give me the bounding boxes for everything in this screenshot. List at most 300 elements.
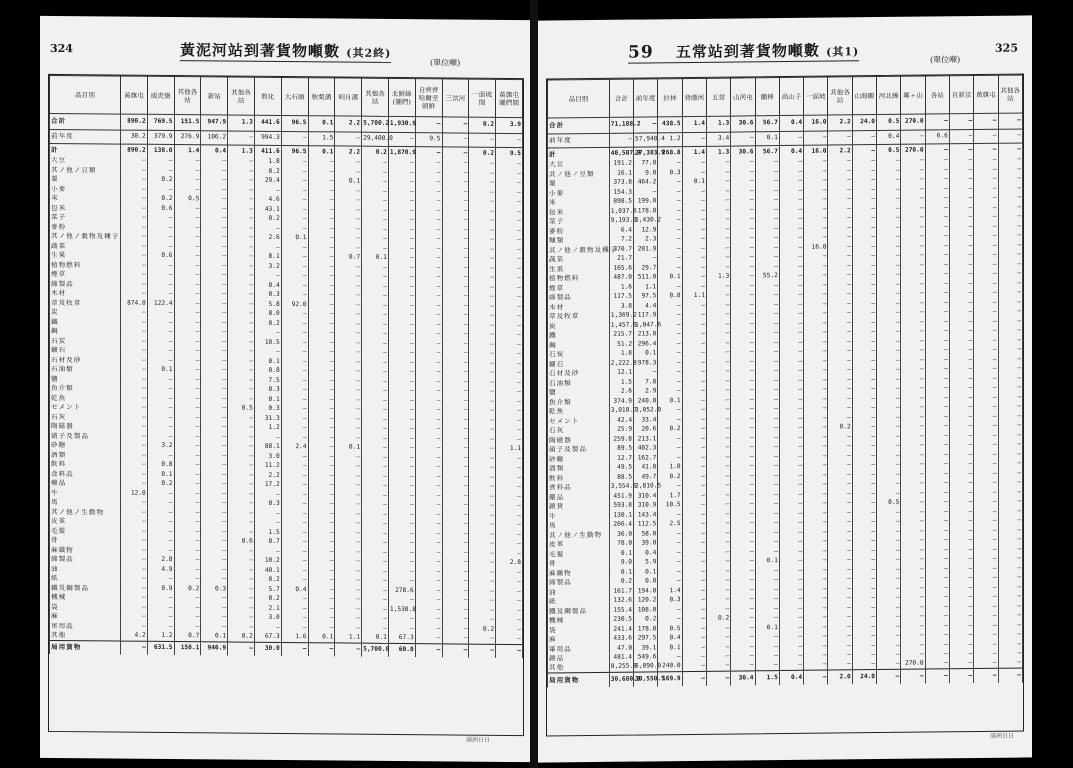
cell-value: — — [120, 308, 147, 318]
cell-value: — — [388, 132, 415, 146]
cell-value: — — [442, 147, 469, 159]
cell-value: — — [804, 442, 828, 452]
cell-value: — — [442, 330, 469, 340]
cell-value: — — [998, 526, 1023, 536]
cell-value: 130.1 — [609, 511, 633, 521]
row-label: 其ノ他ノ穀物及種子 — [549, 245, 618, 254]
cell-value: — — [877, 185, 901, 195]
cell-value: — — [877, 175, 901, 185]
cell-value: — — [731, 519, 755, 529]
cell-value: — — [901, 631, 925, 641]
cell-value: 2.4 — [281, 442, 308, 452]
cell-value: — — [362, 320, 389, 330]
cell-value: — — [852, 166, 876, 176]
cell-value: — — [388, 367, 415, 377]
cell-value: — — [706, 348, 730, 358]
cell-value: — — [388, 168, 415, 178]
cell-value: — — [877, 280, 901, 290]
cell-value: — — [442, 311, 469, 321]
cell-value: — — [949, 213, 973, 223]
cell-value: — — [442, 263, 469, 273]
cell-value: — — [682, 206, 706, 216]
row-label: 乾魚 — [548, 406, 610, 416]
cell-value: — — [469, 349, 496, 359]
cell-value: 7.5 — [254, 376, 281, 386]
cell-value: — — [120, 460, 147, 470]
cell-value: — — [974, 545, 998, 555]
cell-value: 230.5 — [609, 615, 633, 625]
cell-value: — — [755, 661, 779, 671]
row-label: 飲料 — [50, 459, 121, 469]
cell-value: — — [828, 432, 852, 442]
cell-value: — — [415, 178, 442, 188]
cell-value: — — [998, 355, 1023, 365]
cell-value: — — [877, 584, 901, 594]
cell-value: — — [388, 595, 415, 605]
cell-value: — — [442, 117, 469, 133]
cell-value: — — [442, 501, 469, 511]
cell-value: — — [949, 526, 973, 536]
cell-value: — — [779, 290, 803, 300]
cell-value: — — [755, 234, 779, 244]
cell-value: — — [731, 224, 755, 234]
cell-value: — — [779, 404, 803, 414]
cell-value: — — [949, 175, 973, 185]
cell-value: — — [496, 235, 523, 245]
cell-value: — — [706, 652, 730, 662]
cell-value: 194.0 — [634, 586, 658, 596]
cell-value: — — [496, 634, 523, 644]
cell-value: — — [174, 537, 201, 547]
cell-value: — — [415, 643, 442, 657]
cell-value: — — [852, 594, 876, 604]
cell-value: — — [496, 178, 523, 188]
row-label: 前年度 — [548, 133, 610, 148]
cell-value: — — [254, 518, 281, 528]
column-header: 高山子 — [779, 77, 803, 115]
cell-value: — — [998, 241, 1023, 251]
cell-value: — — [925, 602, 949, 612]
cell-value: — — [949, 289, 973, 299]
cell-value: — — [852, 347, 876, 357]
cell-value: — — [496, 501, 523, 511]
cell-value: — — [174, 480, 201, 490]
cell-value: — — [852, 375, 876, 385]
cell-value: 0.1 — [755, 623, 779, 633]
cell-value: — — [925, 488, 949, 498]
cell-value: — — [706, 576, 730, 586]
cell-value: — — [925, 270, 949, 280]
cell-value: — — [281, 328, 308, 338]
cell-value: — — [706, 510, 730, 520]
cell-value: — — [974, 621, 998, 631]
cell-value: — — [731, 291, 755, 301]
cell-value: — — [469, 501, 496, 511]
column-header: 其他各站 — [174, 77, 201, 115]
cell-value: — — [281, 537, 308, 547]
cell-value: — — [901, 185, 925, 195]
cell-value: — — [804, 404, 828, 414]
cell-value: — — [901, 460, 925, 470]
cell-value: — — [308, 576, 335, 586]
row-label: 石油類 — [50, 364, 121, 374]
cell-value: — — [496, 311, 523, 321]
cell-value: 161.7 — [609, 587, 633, 597]
cell-value: 947.9 — [201, 115, 228, 131]
cell-value: — — [388, 415, 415, 425]
cell-value: — — [828, 404, 852, 414]
cell-value: — — [877, 204, 901, 214]
cell-value: — — [682, 500, 706, 510]
cell-value: — — [974, 222, 998, 232]
cell-value: — — [998, 611, 1023, 621]
cell-value: — — [335, 462, 362, 472]
cell-value: — — [998, 535, 1023, 545]
cell-value: — — [706, 567, 730, 577]
cell-value: — — [120, 337, 147, 347]
cell-value: — — [496, 416, 523, 426]
cell-value: — — [335, 490, 362, 500]
cell-value: — — [731, 642, 755, 652]
cell-value: 8.1 — [254, 252, 281, 262]
cell-value: — — [658, 339, 682, 349]
cell-value: — — [281, 471, 308, 481]
cell-value: — — [901, 555, 925, 565]
cell-value: — — [925, 203, 949, 213]
cell-value: — — [442, 377, 469, 387]
cell-value: — — [877, 612, 901, 622]
cell-value: — — [804, 556, 828, 566]
cell-value: — — [949, 270, 973, 280]
cell-value: 278.6 — [388, 586, 415, 596]
cell-value: — — [877, 194, 901, 204]
cell-value: — — [415, 396, 442, 406]
cell-value: 55.2 — [755, 272, 779, 282]
cell-value: — — [228, 394, 255, 404]
cell-value: — — [469, 549, 496, 559]
cell-value: — — [901, 261, 925, 271]
cell-value: — — [974, 393, 998, 403]
cell-value: 191.2 — [609, 159, 633, 169]
cell-value: — — [254, 433, 281, 443]
cell-value: — — [682, 263, 706, 273]
cell-value: 6,890.0 — [634, 662, 658, 672]
cell-value: — — [308, 462, 335, 472]
cell-value: — — [362, 586, 389, 596]
row-label: 菜子 — [50, 212, 121, 222]
cell-value: — — [901, 565, 925, 575]
cell-value: — — [335, 186, 362, 196]
cell-value: — — [442, 586, 469, 596]
cell-value: — — [731, 319, 755, 329]
cell-value: — — [496, 577, 523, 587]
cell-value: — — [174, 470, 201, 480]
cell-value: — — [974, 469, 998, 479]
column-header: 其他各站 — [362, 78, 389, 116]
cell-value: — — [496, 397, 523, 407]
cell-value: — — [496, 530, 523, 540]
row-label: 雜貨 — [548, 501, 610, 511]
cell-value: — — [779, 661, 803, 671]
row-label: 局用貨物 — [50, 640, 121, 655]
cell-value: — — [828, 622, 852, 632]
unit-label: (單位噸) — [930, 55, 961, 65]
title-text: 五常站到著貨物噸數 — [675, 41, 820, 62]
cell-value: — — [682, 132, 706, 146]
cell-value: — — [147, 337, 174, 347]
cell-value: — — [682, 519, 706, 529]
cell-value: — — [442, 225, 469, 235]
cell-value: — — [925, 441, 949, 451]
freight-table — [547, 75, 1023, 687]
cell-value: — — [254, 347, 281, 357]
cell-value: — — [658, 368, 682, 378]
cell-value: — — [362, 339, 389, 349]
cell-value: — — [804, 433, 828, 443]
cell-value: — — [388, 320, 415, 330]
column-header: 黃旗屯 — [974, 75, 998, 113]
cell-value: 0.4 — [634, 548, 658, 558]
row-label: 砂糖 — [548, 454, 610, 464]
cell-value: — — [308, 538, 335, 548]
cell-value: — — [804, 490, 828, 500]
cell-value: — — [731, 471, 755, 481]
cell-value: — — [388, 339, 415, 349]
cell-value: — — [362, 301, 389, 311]
cell-value: — — [731, 405, 755, 415]
cell-value: — — [779, 613, 803, 623]
cell-value: 1.3 — [706, 146, 730, 158]
cell-value: 259.8 — [609, 435, 633, 445]
row-label: 煙草 — [548, 283, 610, 293]
row-label: 食料品 — [548, 482, 610, 492]
cell-value: — — [469, 615, 496, 625]
cell-value: — — [828, 261, 852, 271]
cell-value: — — [469, 397, 496, 407]
cell-value: 30.4 — [731, 671, 755, 685]
cell-value: 1.5 — [609, 378, 633, 388]
cell-value: — — [362, 187, 389, 197]
cell-value: — — [804, 651, 828, 661]
cell-value: — — [335, 595, 362, 605]
cell-value: — — [228, 157, 255, 167]
cell-value: — — [335, 538, 362, 548]
cell-value: — — [998, 497, 1023, 507]
cell-value: — — [877, 508, 901, 518]
cell-value: — — [147, 384, 174, 394]
cell-value: — — [779, 385, 803, 395]
column-header: 敦化 — [254, 77, 281, 115]
cell-value: — — [804, 319, 828, 329]
cell-value: — — [779, 376, 803, 386]
cell-value: — — [828, 518, 852, 528]
cell-value: — — [335, 623, 362, 633]
cell-value: 0.2 — [147, 479, 174, 489]
cell-value: — — [120, 536, 147, 546]
cell-value: — — [877, 375, 901, 385]
cell-value: 0.2 — [362, 146, 389, 158]
cell-value: — — [706, 405, 730, 415]
cell-value: — — [335, 243, 362, 253]
cell-value: — — [828, 480, 852, 490]
cell-value: — — [901, 413, 925, 423]
row-label: 酒類 — [50, 450, 121, 460]
cell-value: 1.0 — [658, 463, 682, 473]
cell-value: — — [496, 359, 523, 369]
cell-value: — — [335, 132, 362, 146]
cell-value: — — [415, 586, 442, 596]
cell-value: — — [974, 113, 998, 129]
cell-value: — — [335, 310, 362, 320]
cell-value: — — [609, 133, 633, 147]
cell-value: — — [901, 289, 925, 299]
cell-value: — — [804, 366, 828, 376]
cell-value: — — [779, 518, 803, 528]
cell-value: — — [731, 633, 755, 643]
cell-value: — — [779, 347, 803, 357]
cell-value: — — [147, 289, 174, 299]
cell-value: — — [120, 232, 147, 242]
cell-value: — — [755, 547, 779, 557]
cell-value: — — [496, 482, 523, 492]
cell-value: — — [120, 441, 147, 451]
cell-value: 433.6 — [609, 634, 633, 644]
cell-value: — — [901, 213, 925, 223]
cell-value: — — [308, 234, 335, 244]
row-label: 牛 — [548, 511, 610, 521]
cell-value: — — [877, 432, 901, 442]
cell-value: — — [174, 185, 201, 195]
cell-value: — — [120, 394, 147, 404]
cell-value: — — [925, 346, 949, 356]
cell-value: — — [388, 614, 415, 624]
cell-value: — — [120, 213, 147, 223]
cell-value: — — [469, 587, 496, 597]
cell-value: — — [388, 443, 415, 453]
cell-value: — — [682, 168, 706, 178]
cell-value: — — [362, 491, 389, 501]
cell-value: — — [925, 327, 949, 337]
cell-value: — — [201, 451, 228, 461]
cell-value: 150.1 — [174, 641, 201, 655]
cell-value: — — [120, 384, 147, 394]
cell-value: — — [949, 517, 973, 527]
cell-value: 0.4 — [779, 670, 803, 684]
cell-value: — — [682, 434, 706, 444]
cell-value: — — [877, 384, 901, 394]
cell-value: — — [147, 451, 174, 461]
cell-value: 27,383.9 — [634, 147, 658, 159]
cell-value: — — [658, 187, 682, 197]
cell-value: — — [174, 347, 201, 357]
cell-value: — — [779, 433, 803, 443]
cell-value: — — [779, 243, 803, 253]
cell-value: — — [804, 195, 828, 205]
row-label: 炭 — [548, 321, 610, 331]
cell-value: — — [469, 539, 496, 549]
cell-value: — — [388, 263, 415, 273]
cell-value: — — [254, 509, 281, 519]
row-label: 麻 — [548, 634, 610, 644]
cell-value: — — [442, 197, 469, 207]
cell-value: — — [496, 568, 523, 578]
cell-value: — — [469, 425, 496, 435]
cell-value: — — [949, 488, 973, 498]
cell-value: — — [755, 338, 779, 348]
cell-value: — — [281, 518, 308, 528]
cell-value: — — [852, 480, 876, 490]
cell-value: — — [998, 564, 1023, 574]
cell-value: — — [998, 336, 1023, 346]
cell-value: 21.7 — [609, 254, 633, 264]
row-label: 麵類 — [548, 235, 610, 245]
cell-value: 0.1 — [755, 132, 779, 146]
cell-value: — — [949, 355, 973, 365]
row-label: 毛髮 — [548, 549, 610, 559]
cell-value: — — [949, 374, 973, 384]
cell-value: — — [658, 197, 682, 207]
cell-value: — — [949, 507, 973, 517]
cell-value: — — [998, 469, 1023, 479]
title-part: (其1) — [826, 45, 860, 59]
cell-value: 77.0 — [634, 159, 658, 169]
cell-value: — — [147, 403, 174, 413]
cell-value: 12.1 — [609, 368, 633, 378]
cell-value: — — [706, 548, 730, 558]
cell-value: — — [731, 167, 755, 177]
column-header: 其他各站 — [228, 77, 255, 115]
cell-value: — — [828, 309, 852, 319]
row-label: 魚介類 — [548, 397, 610, 407]
cell-value: — — [415, 377, 442, 387]
cell-value: — — [852, 366, 876, 376]
cell-value: — — [469, 216, 496, 226]
cell-value: — — [755, 405, 779, 415]
cell-value: — — [228, 603, 255, 613]
cell-value: — — [281, 195, 308, 205]
cell-value: — — [925, 393, 949, 403]
column-header: 秋梨溝 — [308, 78, 335, 116]
cell-value: — — [228, 499, 255, 509]
cell-value: — — [335, 395, 362, 405]
cell-value: — — [877, 669, 901, 683]
cell-value: — — [201, 242, 228, 252]
cell-value: — — [755, 167, 779, 177]
cell-value: — — [852, 632, 876, 642]
cell-value: — — [496, 520, 523, 530]
cell-value: — — [228, 413, 255, 423]
cell-value: — — [755, 576, 779, 586]
cell-value: — — [496, 302, 523, 312]
cell-value: — — [706, 462, 730, 472]
cell-value: 441.6 — [254, 115, 281, 131]
cell-value: 96.5 — [281, 145, 308, 157]
cell-value: 0.3 — [658, 168, 682, 178]
cell-value: 29.4 — [254, 176, 281, 186]
cell-value: — — [469, 482, 496, 492]
cell-value: — — [496, 226, 523, 236]
cell-value: — — [335, 281, 362, 291]
cell-value: — — [706, 671, 730, 685]
cell-value: — — [682, 377, 706, 387]
cell-value: — — [755, 224, 779, 234]
cell-value: 10.2 — [254, 556, 281, 566]
cell-value: — — [201, 461, 228, 471]
cell-value: — — [415, 273, 442, 283]
cell-value: — — [731, 338, 755, 348]
cell-value: — — [949, 441, 973, 451]
cell-value: — — [201, 527, 228, 537]
